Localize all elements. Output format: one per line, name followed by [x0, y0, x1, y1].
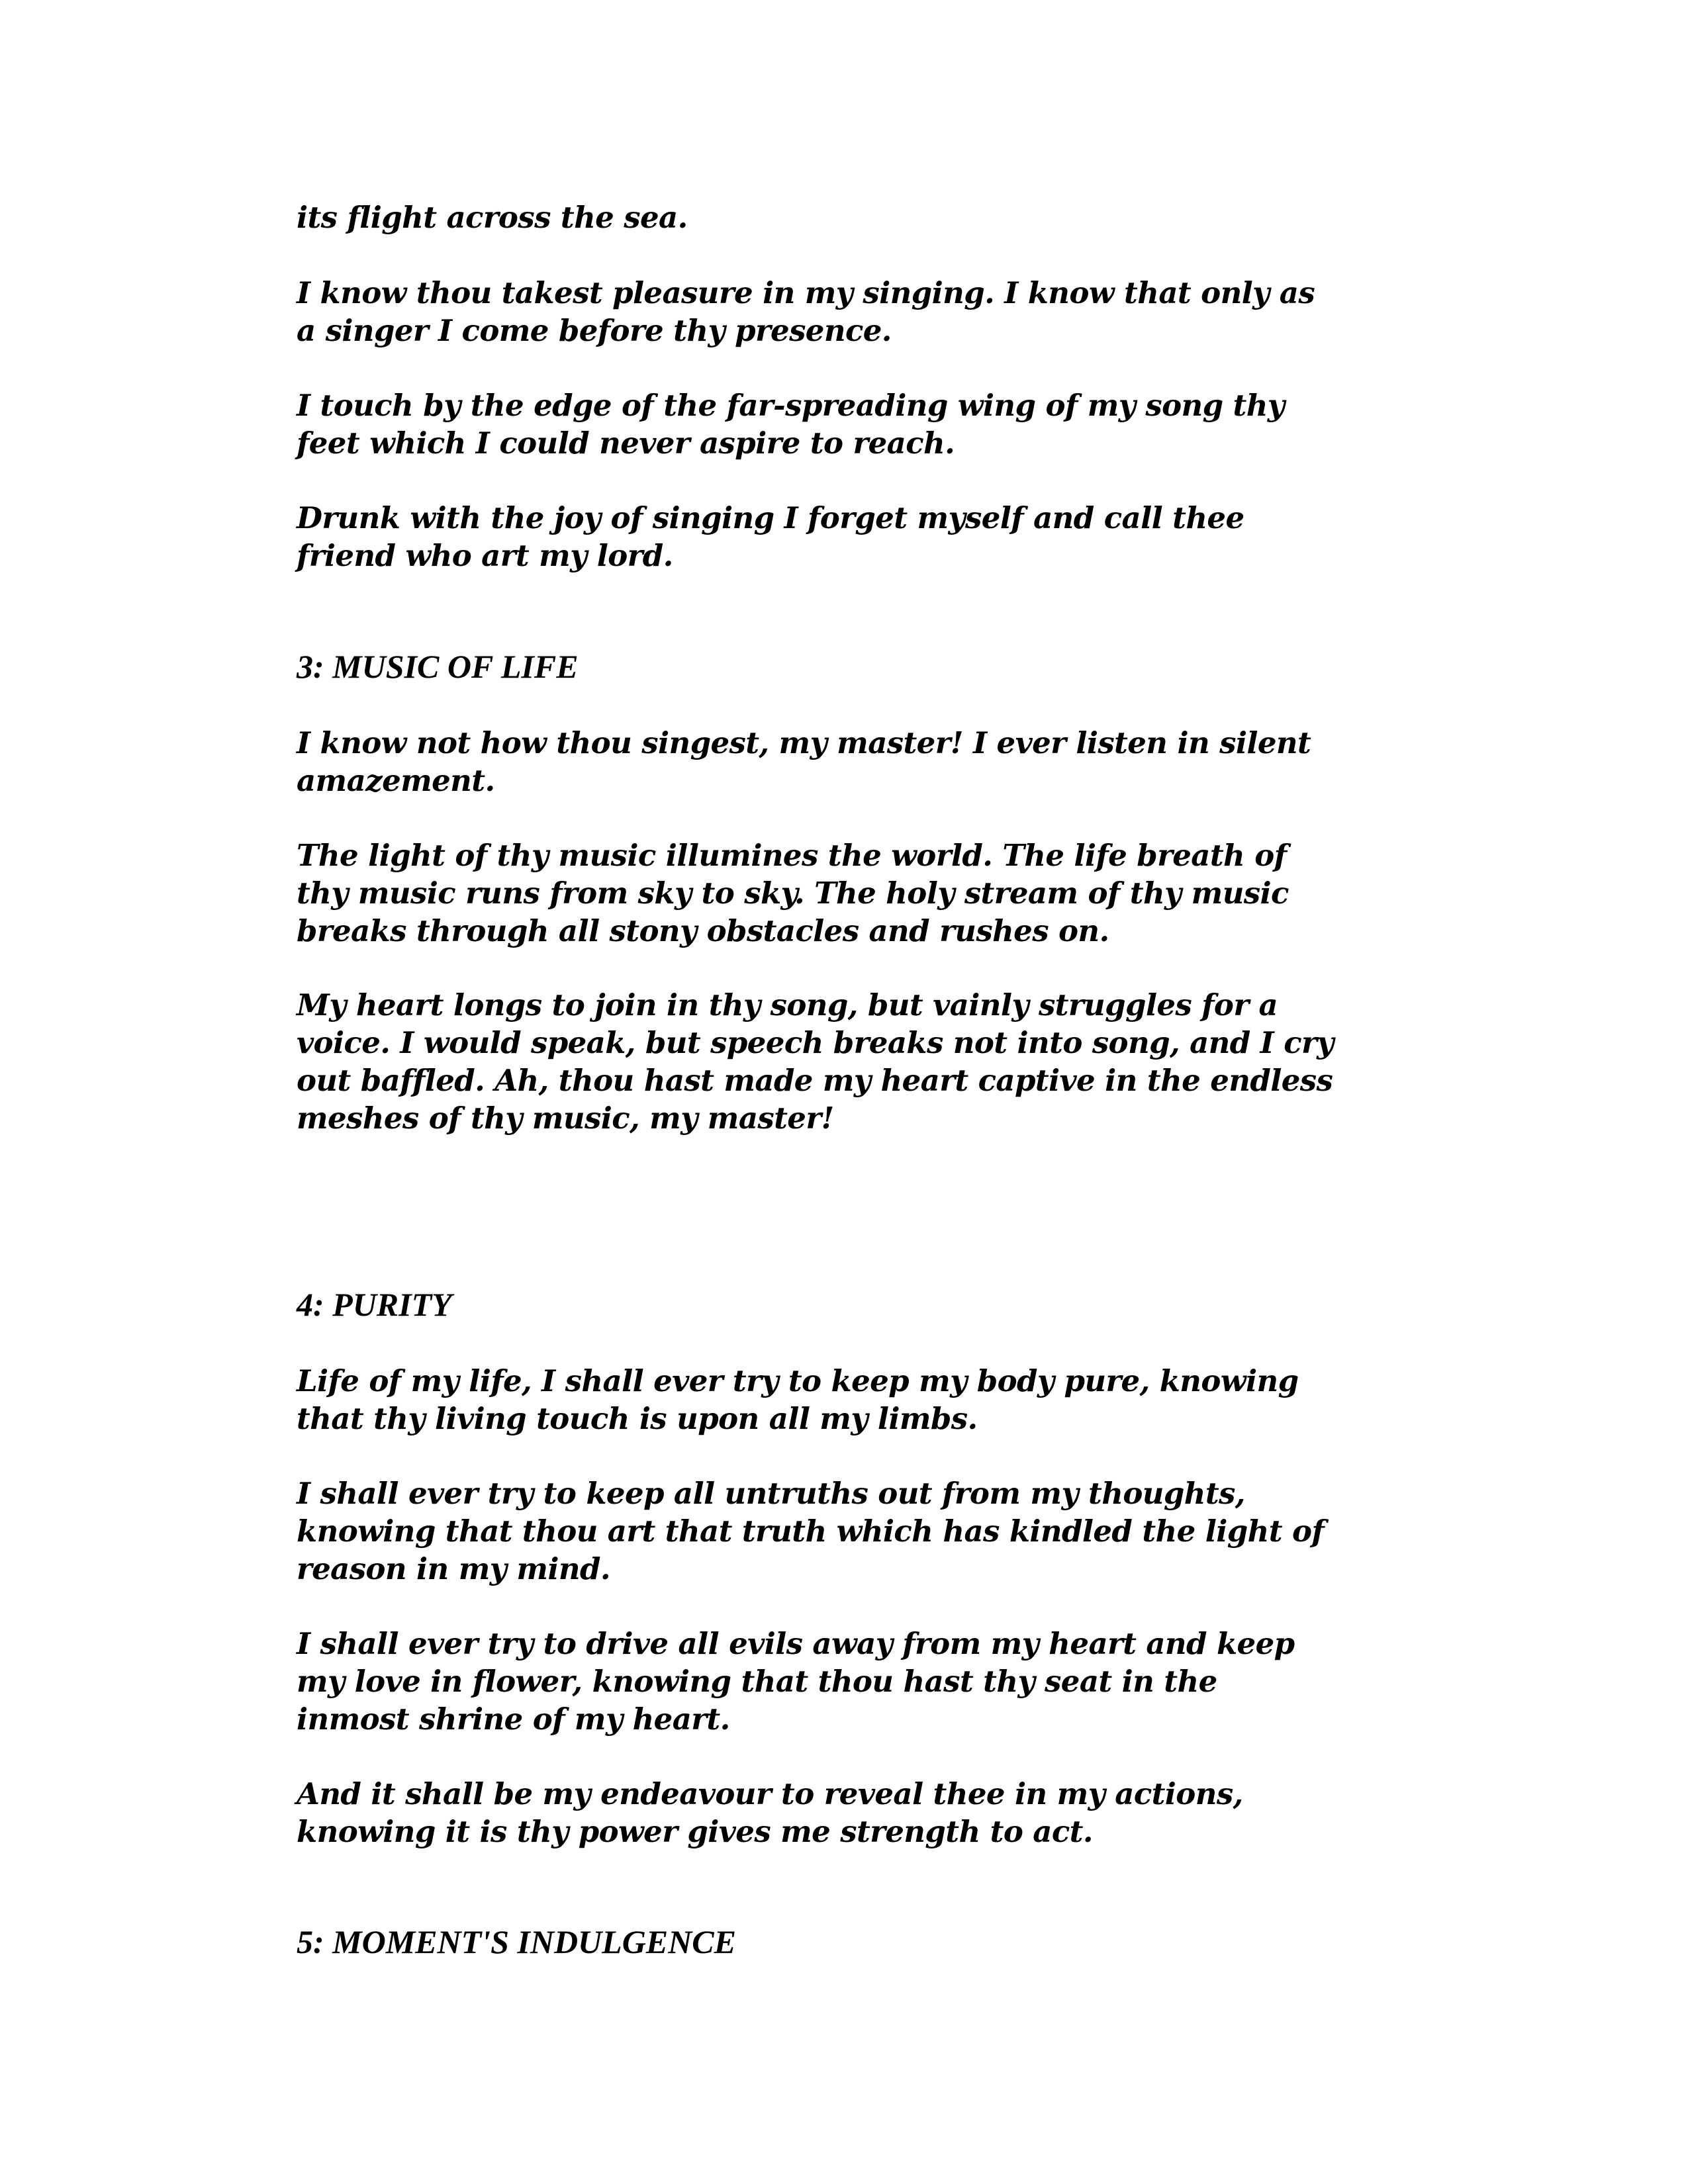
text-line: that thy living touch is upon all my limbs.	[297, 1401, 978, 1436]
text-line: I know not how thou singest, my master! I ever listen in silent	[297, 725, 1311, 760]
text-line: voice. I would speak, but speech breaks not into song, and I cry	[297, 1025, 1334, 1060]
text-line: My heart longs to join in thy song, but vainly struggles for a	[297, 987, 1278, 1023]
text-line: I touch by the edge of the far-spreading wing of my song thy	[297, 388, 1285, 423]
text-line: reason in my mind.	[297, 1551, 610, 1586]
section-heading: 4: PURITY	[297, 1286, 452, 1323]
text-line: knowing it is thy power gives me strength to act.	[297, 1814, 1093, 1849]
text-line: my love in flower, knowing that thou hast thy seat in the	[297, 1664, 1217, 1699]
text-line: inmost shrine of my heart.	[297, 1702, 730, 1737]
text-line: its flight across the sea.	[297, 200, 688, 235]
text-line: I shall ever try to keep all untruths out from my thoughts,	[297, 1476, 1245, 1511]
section-heading: 3: MUSIC OF LIFE	[297, 648, 579, 685]
text-line: breaks through all stony obstacles and rushes on.	[297, 913, 1109, 948]
text-line: The light of thy music illumines the world. The life breath of	[297, 838, 1287, 873]
text-line: Drunk with the joy of singing I forget myself and call thee	[297, 500, 1244, 535]
text-line: friend who art my lord.	[297, 538, 673, 573]
text-line: thy music runs from sky to sky. The holy stream of thy music	[297, 876, 1289, 911]
text-line: meshes of thy music, my master!	[297, 1101, 834, 1136]
section-heading: 5: MOMENT'S INDULGENCE	[297, 1923, 736, 1960]
text-line: I shall ever try to drive all evils away from my heart and keep	[297, 1626, 1295, 1661]
text-line: knowing that thou art that truth which has kindled the light of	[297, 1514, 1325, 1549]
text-line: And it shall be my endeavour to reveal thee in my actions,	[297, 1776, 1243, 1811]
text-line: feet which I could never aspire to reach.	[297, 426, 955, 461]
text-line: amazement.	[297, 763, 495, 798]
text-line: a singer I come before thy presence.	[297, 313, 892, 348]
text-line: out baffled. Ah, thou hast made my heart captive in the endless	[297, 1063, 1333, 1098]
text-line: Life of my life, I shall ever try to keep my body pure, knowing	[297, 1363, 1299, 1398]
text-line: I know thou takest pleasure in my singing. I know that only as	[297, 275, 1315, 310]
